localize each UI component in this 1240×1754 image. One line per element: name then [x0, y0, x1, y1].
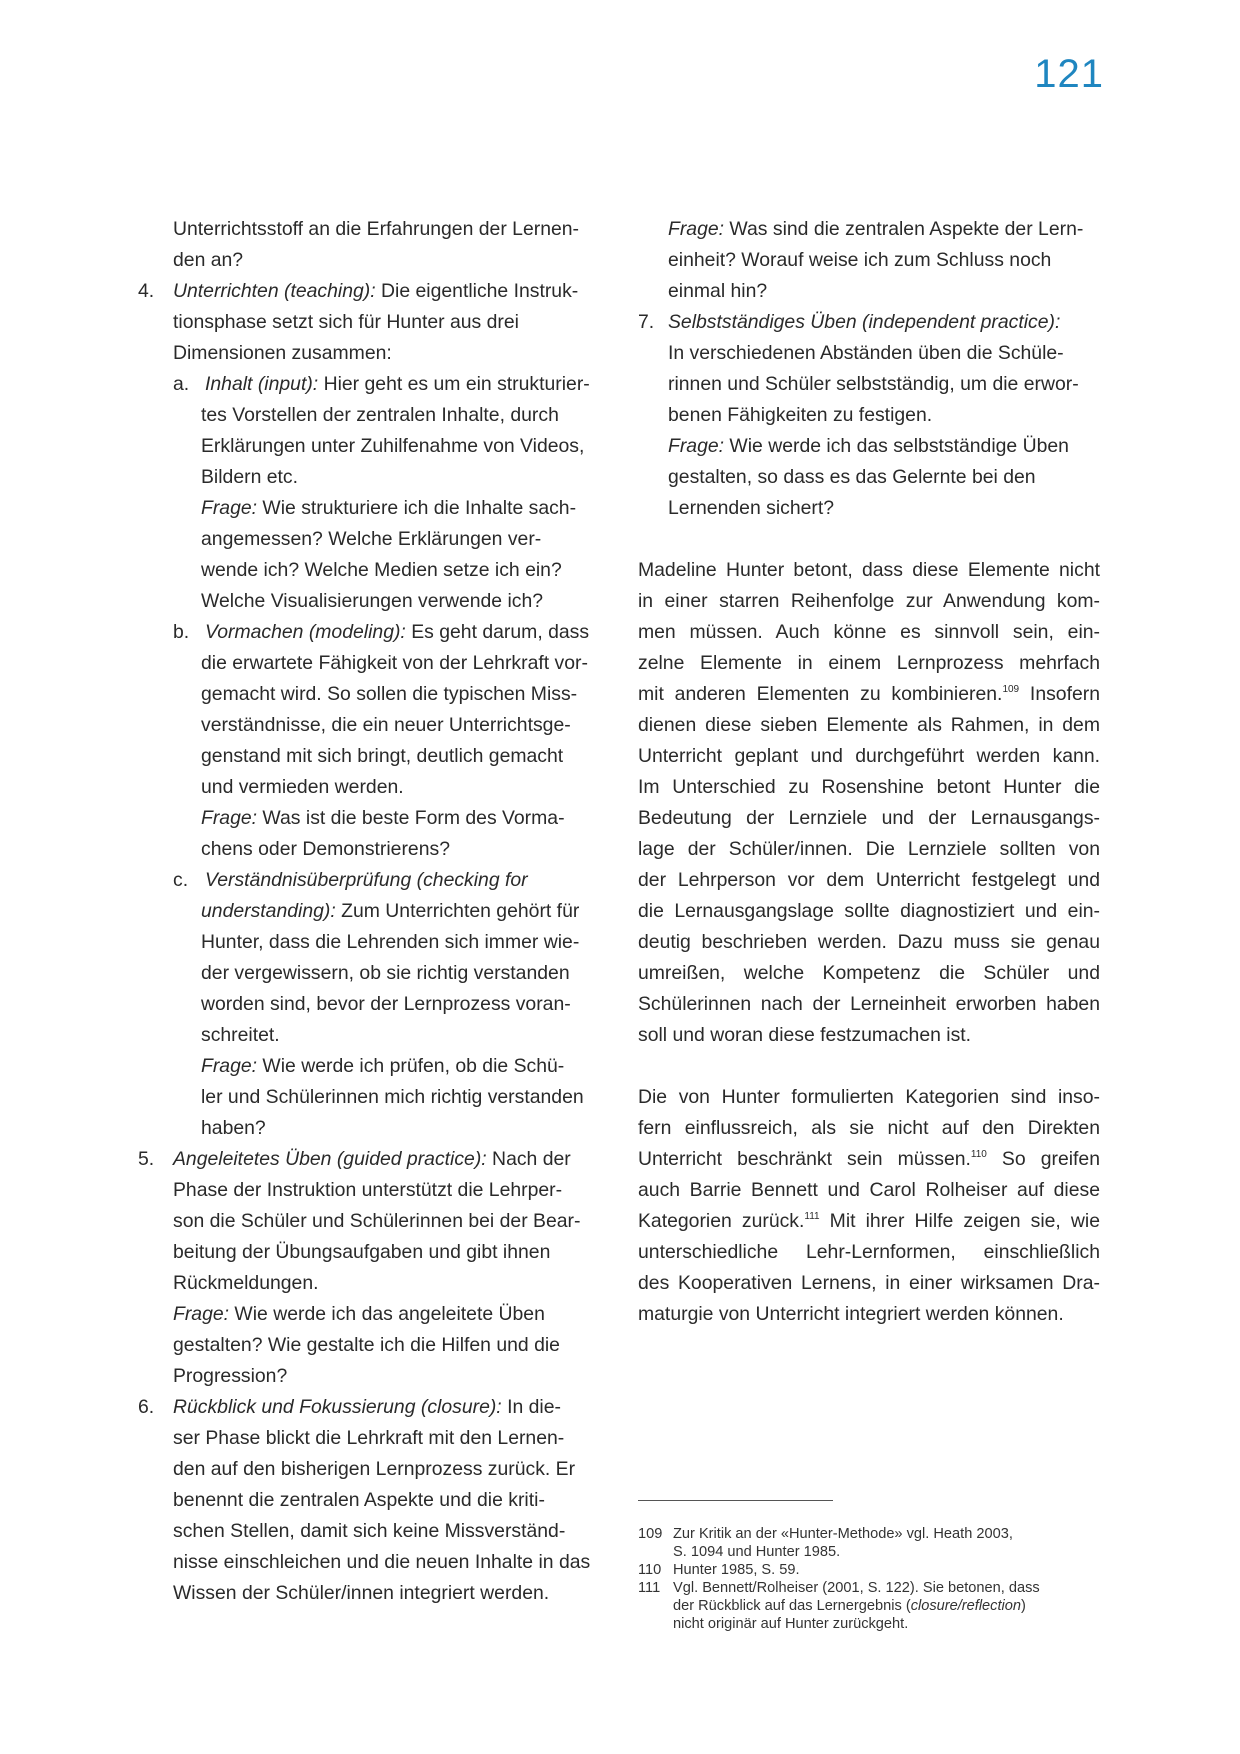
text-line: genstand mit sich bringt, deutlich gemacht: [201, 745, 564, 767]
text-line: [138, 865, 608, 896]
text-run: Hier geht es um ein strukturier-: [318, 373, 590, 395]
text-run: Wie werde ich das selbstständige Üben: [724, 435, 1069, 457]
text-line: gestalten? Wie gestalte ich die Hilfen und die: [173, 1334, 560, 1356]
text-line: [638, 1206, 1100, 1237]
footnote-number: 110: [638, 1562, 662, 1578]
frage-label: Frage:: [668, 218, 725, 240]
text-line: rinnen und Schüler selbstständig, um die erwor-: [668, 373, 1079, 395]
text-line: Wissen der Schüler/innen integriert werden.: [173, 1582, 550, 1604]
text-line: die erwartete Fähigkeit von der Lehrkraft vor-: [201, 652, 588, 674]
text-line: [138, 617, 608, 648]
text-line: auch Barrie Bennett und Carol Rolheiser auf diese: [638, 1179, 1100, 1201]
paragraph-2: [638, 1082, 1100, 1330]
text-line: der Lehrperson vor dem Unterricht festgelegt und: [638, 869, 1100, 891]
text-line: [138, 1144, 608, 1175]
text-line: tionsphase setzt sich für Hunter aus drei: [173, 311, 519, 333]
text-line: ser Phase blickt die Lehrkraft mit den Lernen-: [173, 1427, 565, 1449]
text-run: So greifen: [986, 1148, 1100, 1170]
text-run: Unterricht beschränkt sein müssen.: [638, 1148, 971, 1170]
left-column: [138, 214, 608, 1609]
text-line: die Lernausgangslage sollte diagnostiziert und ein-: [638, 900, 1100, 922]
list-item-6: [138, 1392, 608, 1609]
footnote-number: 109: [638, 1526, 663, 1542]
frage-label: Frage:: [668, 435, 725, 457]
item-title: Selbstständiges Üben (independent practice):: [668, 311, 1061, 333]
frage-label: Frage:: [201, 497, 258, 519]
text-line: chens oder Demonstrierens?: [201, 838, 450, 860]
text-line: Unterrichtsstoff an die Erfahrungen der Lernen-: [173, 218, 580, 240]
text-line: benennt die zentralen Aspekte und die kriti-: [173, 1489, 545, 1511]
list-number: 6.: [138, 1396, 155, 1418]
text-run: der Rückblick auf das Lernergebnis (: [673, 1598, 911, 1614]
text-line: Bildern etc.: [201, 466, 299, 488]
item-title: Angeleitetes Üben (guided practice):: [173, 1148, 487, 1170]
text-run: In die-: [501, 1396, 561, 1418]
text-run: Insofern: [1019, 683, 1100, 705]
text-line: Progression?: [173, 1365, 288, 1387]
text-line: [638, 1144, 1100, 1175]
sub-item-b: [138, 617, 608, 865]
text-line: [138, 896, 608, 927]
text-line: einheit? Worauf weise ich zum Schluss noch: [668, 249, 1052, 271]
text-line: einmal hin?: [668, 280, 768, 302]
frage-label: Frage:: [201, 807, 258, 829]
text-line: tes Vorstellen der zentralen Inhalte, durch: [201, 404, 559, 426]
text-line: verständnisse, die ein neuer Unterrichtsge-: [201, 714, 571, 736]
sub-item-c: [138, 865, 608, 1144]
text-line: Rückmeldungen.: [173, 1272, 319, 1294]
text-line: [138, 1051, 608, 1082]
text-line: ler und Schülerinnen mich richtig verstanden: [201, 1086, 584, 1108]
text-line: men müssen. Auch könne es sinnvoll sein, ein-: [638, 621, 1100, 643]
text-line: Phase der Instruktion unterstützt die Lehrper-: [173, 1179, 563, 1201]
text-line: Madeline Hunter betont, dass diese Elemente nicht: [638, 559, 1100, 581]
list-number: 7.: [638, 311, 655, 333]
text-line: Im Unterschied zu Rosenshine betont Hunter die: [638, 776, 1100, 798]
paragraph-1: [638, 555, 1100, 1051]
item-title: Inhalt (input):: [205, 373, 319, 395]
footnote-line: [638, 1525, 1118, 1543]
text-line: [638, 679, 1100, 710]
list-item-4: [138, 276, 608, 1144]
item-title: Rückblick und Fokussierung (closure):: [173, 1396, 502, 1418]
text-run: mit anderen Elementen zu kombinieren.: [638, 683, 1003, 705]
item-6-frage: [638, 214, 1100, 307]
footnote-ref-109[interactable]: 109: [1002, 684, 1020, 695]
text-line: gemacht wird. So sollen die typischen Miss-: [201, 683, 578, 705]
text-line: Welche Visualisierungen verwende ich?: [201, 590, 544, 612]
footnote-line: [638, 1579, 1118, 1597]
text-run: Was sind die zentralen Aspekte der Lern-: [724, 218, 1084, 240]
list-number: 5.: [138, 1148, 155, 1170]
text-line: benen Fähigkeiten zu festigen.: [668, 404, 933, 426]
text-run: Wie werde ich das angeleitete Üben: [229, 1303, 545, 1325]
text-line: [138, 276, 608, 307]
text-line: son die Schüler und Schülerinnen bei der Bear-: [173, 1210, 581, 1232]
footnotes: [638, 1525, 1118, 1633]
text-line: [138, 803, 608, 834]
footnote-line: S. 1094 und Hunter 1985.: [673, 1544, 841, 1560]
text-run: Nach der: [486, 1148, 571, 1170]
footnote-number: 111: [638, 1580, 661, 1596]
text-run: Vgl. Bennett/Rolheiser (2001, S. 122). Sie betonen, dass: [673, 1580, 1040, 1596]
text-line: schen Stellen, damit sich keine Missverständ-: [173, 1520, 566, 1542]
right-column: [638, 214, 1100, 1330]
text-line: haben?: [201, 1117, 266, 1139]
text-line: unterschiedliche Lehr-Lernformen, einschließlich: [638, 1241, 1100, 1263]
footnote-110: [638, 1561, 1118, 1579]
footnote-line: nicht originär auf Hunter zurückgeht.: [673, 1616, 909, 1632]
text-line: beitung der Übungsaufgaben und gibt ihnen: [173, 1241, 551, 1263]
item-title: Unterrichten (teaching):: [173, 280, 376, 302]
footnote-ref-110[interactable]: 110: [970, 1149, 987, 1160]
text-line: schreitet.: [201, 1024, 280, 1046]
text-line: maturgie von Unterricht integriert werden können.: [638, 1303, 1064, 1325]
text-line: deutig beschrieben werden. Dazu muss sie genau: [638, 931, 1100, 953]
text-run: Es geht darum, dass: [405, 621, 590, 643]
footnote-111: [638, 1579, 1118, 1633]
text-line: Schülerinnen nach der Lerneinheit erworben haben: [638, 993, 1100, 1015]
text-line: [138, 1299, 608, 1330]
text-line: [638, 431, 1100, 462]
text-line: gestalten, so dass es das Gelernte bei den: [668, 466, 1036, 488]
text-run: Was ist die beste Form des Vorma-: [257, 807, 565, 829]
text-run: Die eigentliche Instruk-: [375, 280, 579, 302]
text-run: Mit ihrer Hilfe zeigen sie, wie: [819, 1210, 1100, 1232]
list-number: 4.: [138, 280, 155, 302]
text-line: fern einflussreich, als sie nicht auf den Direkten: [638, 1117, 1100, 1139]
text-line: [638, 307, 1100, 338]
footnote-line: [638, 1597, 1118, 1615]
item-title: Verständnisüberprüfung (checking for: [205, 869, 528, 891]
footnote-ref-111[interactable]: 111: [804, 1211, 820, 1222]
text-run: ): [1021, 1598, 1026, 1614]
text-run: Zum Unterrichten gehört für: [335, 900, 580, 922]
sub-item-a: [138, 369, 608, 617]
text-line: in einer starren Reihenfolge zur Anwendung kom-: [638, 590, 1100, 612]
text-line: [138, 369, 608, 400]
text-run: Wie werde ich prüfen, ob die Schü-: [257, 1055, 565, 1077]
text-line: nisse einschleichen und die neuen Inhalte in das: [173, 1551, 591, 1573]
text-line: der vergewissern, ob sie richtig verstanden: [201, 962, 570, 984]
text-line: des Kooperativen Lernens, in einer wirksamen Dra-: [638, 1272, 1100, 1294]
footnote-divider: [638, 1500, 833, 1501]
text-line: Die von Hunter formulierten Kategorien sind inso-: [638, 1086, 1100, 1108]
text-run: Hunter 1985, S. 59.: [673, 1562, 800, 1578]
text-run: Kategorien zurück.: [638, 1210, 805, 1232]
frage-label: Frage:: [201, 1055, 258, 1077]
text-line: worden sind, bevor der Lernprozess voran-: [201, 993, 571, 1015]
text-line: dienen diese sieben Elemente als Rahmen, in dem: [638, 714, 1100, 736]
text-line: den auf den bisherigen Lernprozess zurück. Er: [173, 1458, 576, 1480]
text-run: Zur Kritik an der «Hunter-Methode» vgl. Heath 2003,: [673, 1526, 1013, 1542]
paragraph-gap: [638, 1051, 1100, 1082]
sub-label: c.: [173, 869, 189, 891]
frage-label: Frage:: [173, 1303, 230, 1325]
text-line: soll und woran diese festzumachen ist.: [638, 1024, 972, 1046]
page-number: 121: [1034, 52, 1104, 96]
text-line: lage der Schüler/innen. Die Lernziele sollten von: [638, 838, 1100, 860]
text-line: Unterricht geplant und durchgeführt werden kann.: [638, 745, 1100, 767]
text-run: Wie strukturiere ich die Inhalte sach-: [257, 497, 577, 519]
text-line: umreißen, welche Kompetenz die Schüler und: [638, 962, 1100, 984]
text-line: Hunter, dass die Lehrenden sich immer wie-: [201, 931, 580, 953]
text-line: Dimensionen zusammen:: [173, 342, 392, 364]
text-line: zelne Elemente in einem Lernprozess mehrfach: [638, 652, 1100, 674]
text-line: angemessen? Welche Erklärungen ver-: [201, 528, 542, 550]
text-line: [638, 214, 1100, 245]
list-item-7: [638, 307, 1100, 524]
text-line: Lernenden sichert?: [668, 497, 835, 519]
text-line: wende ich? Welche Medien setze ich ein?: [201, 559, 562, 581]
list-item-5: [138, 1144, 608, 1392]
text-line: und vermieden werden.: [201, 776, 404, 798]
text-line: Erklärungen unter Zuhilfenahme von Videos,: [201, 435, 585, 457]
text-line: [138, 493, 608, 524]
text-line: In verschiedenen Abständen üben die Schüle-: [668, 342, 1064, 364]
sub-label: b.: [173, 621, 190, 643]
text-line: [138, 1392, 608, 1423]
text-line: Bedeutung der Lernziele und der Lernausgangs-: [638, 807, 1100, 829]
footnote-109: [638, 1525, 1118, 1561]
item-title: understanding):: [201, 900, 336, 922]
paragraph-gap: [638, 524, 1100, 555]
sub-label: a.: [173, 373, 190, 395]
text-run-italic: closure/reflection: [910, 1598, 1022, 1614]
text-line: den an?: [173, 249, 244, 271]
item-title: Vormachen (modeling):: [205, 621, 406, 643]
footnote-line: [638, 1561, 1118, 1579]
